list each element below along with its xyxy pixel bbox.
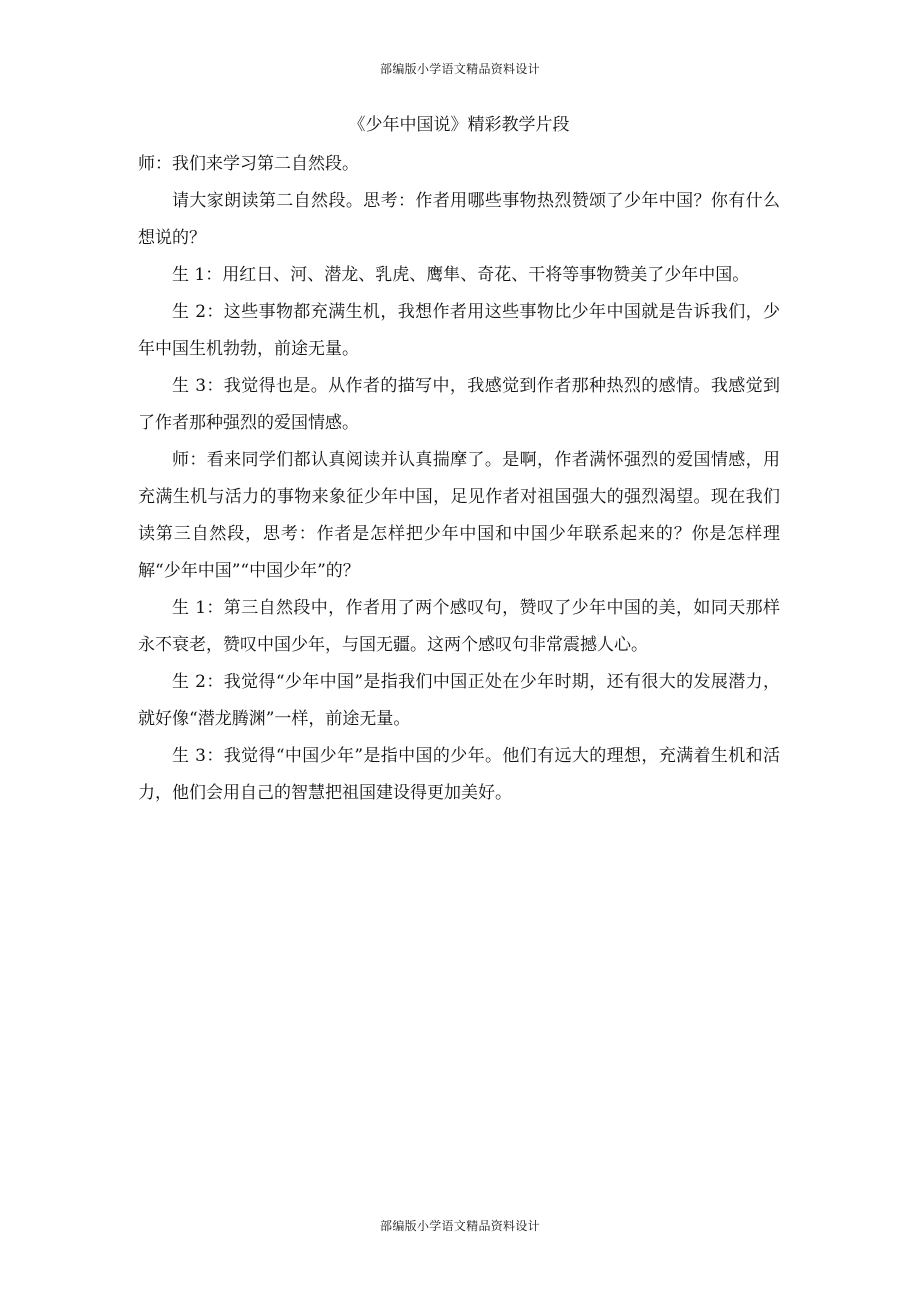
page-header: 部编版小学语文精品资料设计 (380, 62, 540, 76)
paragraph: 生 1：用红日、河、潜龙、乳虎、鹰隼、奇花、干将等事物赞美了少年中国。 (172, 265, 750, 285)
paragraph: 请大家朗读第二自然段。思考：作者用哪些事物热烈赞颂了少年中国？你有什么想说的？ (138, 191, 780, 248)
page-footer: 部编版小学语文精品资料设计 (380, 1219, 540, 1233)
paragraph: 生 2：我觉得“少年中国”是指我们中国正处在少年时期，还有很大的发展潜力，就好像“潜龙腾渊”一样，前途无量。 (138, 672, 780, 729)
paragraph-list (138, 146, 780, 812)
paragraph: 生 1：第三自然段中，作者用了两个感叹句，赞叹了少年中国的美，如同天那样永不衰老，赞叹中国少年，与国无疆。这两个感叹句非常震撼人心。 (138, 598, 780, 655)
paragraph: 师：看来同学们都认真阅读并认真揣摩了。是啊，作者满怀强烈的爱国情感，用充满生机与活力的事物来象征少年中国，足见作者对祖国强大的强烈渴望。现在我们读第三自然段，思考：作者是怎样把少年中国和中国少年联系起来的？你是怎样理解“少年中国”“中国少年”的？ (138, 450, 780, 581)
paragraph: 师：我们来学习第二自然段。 (138, 154, 359, 174)
paragraph: 生 3：我觉得“中国少年”是指中国的少年。他们有远大的理想，充满着生机和活力，他们会用自己的智慧把祖国建设得更加美好。 (138, 746, 780, 803)
paragraph: 生 2：这些事物都充满生机，我想作者用这些事物比少年中国就是告诉我们，少年中国生机勃勃，前途无量。 (138, 302, 780, 359)
paragraph: 生 3：我觉得也是。从作者的描写中，我感觉到作者那种热烈的感情。我感觉到了作者那种强烈的爱国情感。 (138, 376, 780, 433)
document-body (138, 112, 780, 812)
document-title: 《少年中国说》精彩教学片段 (348, 115, 570, 135)
